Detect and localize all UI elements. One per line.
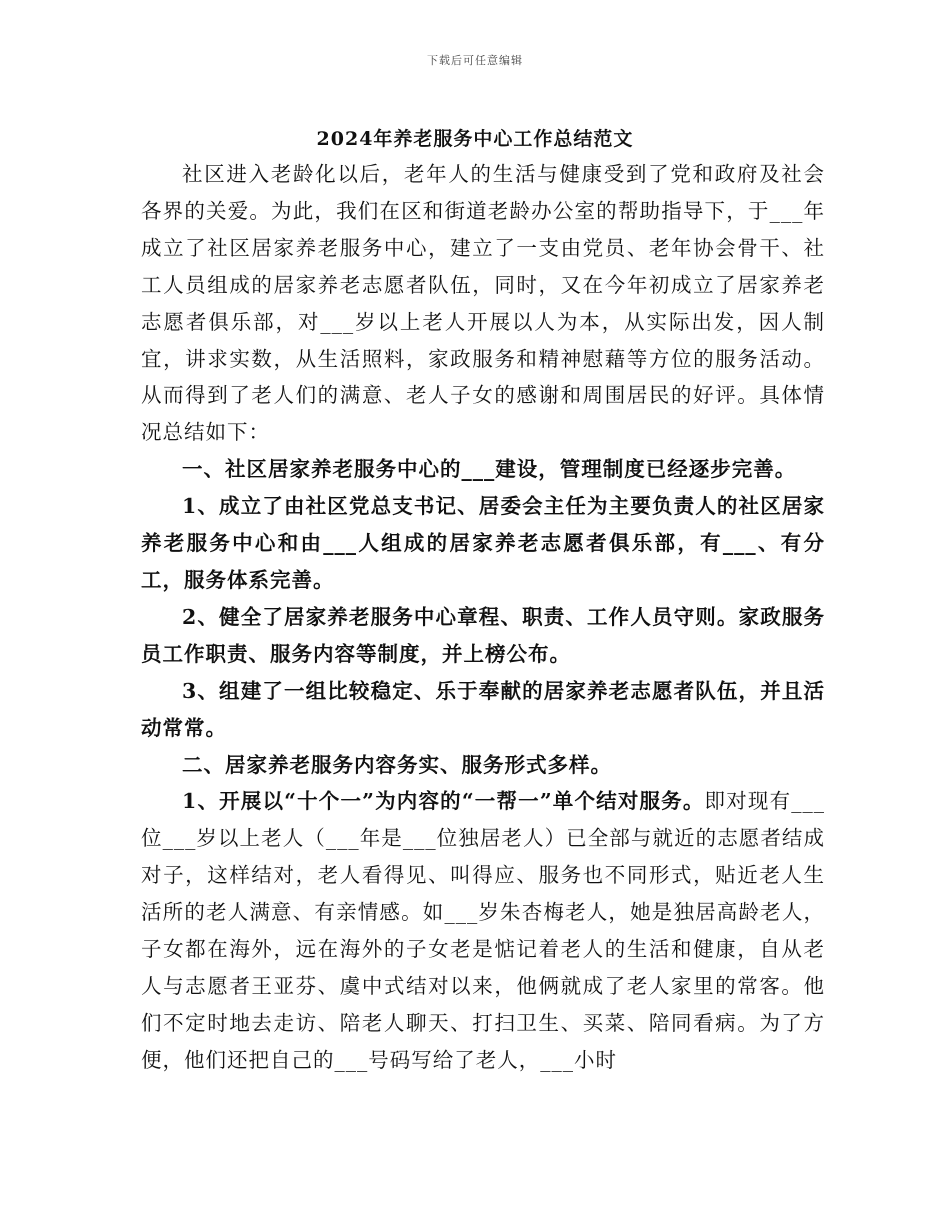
intro-paragraph: 社区进入老龄化以后，老年人的生活与健康受到了党和政府及社会各界的关爱。为此，我们在区和街道老龄办公室的帮助指导下，于___年成立了社区居家养老服务中心，建立了一支由党员、老年协会骨干、社工人员组成的居家养老志愿者队伍，同时，又在今年初成立了居家养老志愿者俱乐部，对___岁以上老人开展以人为本，从实际出发，因人制宜，讲求实数，从生活照料，家政服务和精神慰藉等方位的服务活动。从而得到了老人们的满意、老人子女的感谢和周围居民的好评。具体情况总结如下：	[141, 162, 825, 445]
section-2-item-1	[141, 783, 825, 1078]
section-2-item-1-body: 即对现有___位___岁以上老人（___年是___位独居老人）已全部与就近的志愿者结成对子，这样结对，老人看得见、叫得应、服务也不同形式，贴近老人生活所的老人满意、有亲情感。如___岁朱杏梅老人，她是独居高龄老人，子女都在海外，远在海外的子女老是惦记着老人的生活和健康，自从老人与志愿者王亚芬、虞中式结对以来，他俩就成了老人家里的常客。他们不定时地去走访、陪老人聊天、打扫卫生、买菜、陪同看病。为了方便，他们还把自己的___号码写给了老人，___小时	[141, 789, 826, 1072]
section-2-item-1-lead: 1、开展以“十个一”为内容的“一帮一”单个结对服务。	[182, 789, 705, 814]
section-1-item-1: 1、成立了由社区党总支书记、居委会主任为主要负责人的社区居家养老服务中心和由___人组成的居家养老志愿者俱乐部，有___、有分工，服务体系完善。	[141, 494, 825, 592]
section-1-item-3: 3、组建了一组比较稳定、乐于奉献的居家养老志愿者队伍，并且活动常常。	[141, 678, 825, 740]
section-heading-1: 一、社区居家养老服务中心的___建设，管理制度已经逐步完善。	[182, 457, 797, 482]
header-watermark: 下载后可任意编辑	[427, 54, 523, 67]
document-title: 2024年养老服务中心工作总结范文	[316, 128, 634, 150]
section-1-item-2: 2、健全了居家养老服务中心章程、职责、工作人员守则。家政服务员工作职责、服务内容等制度，并上榜公布。	[141, 604, 825, 666]
document-body	[141, 156, 825, 1079]
section-heading-2: 二、居家养老服务内容务实、服务形式多样。	[182, 752, 612, 777]
